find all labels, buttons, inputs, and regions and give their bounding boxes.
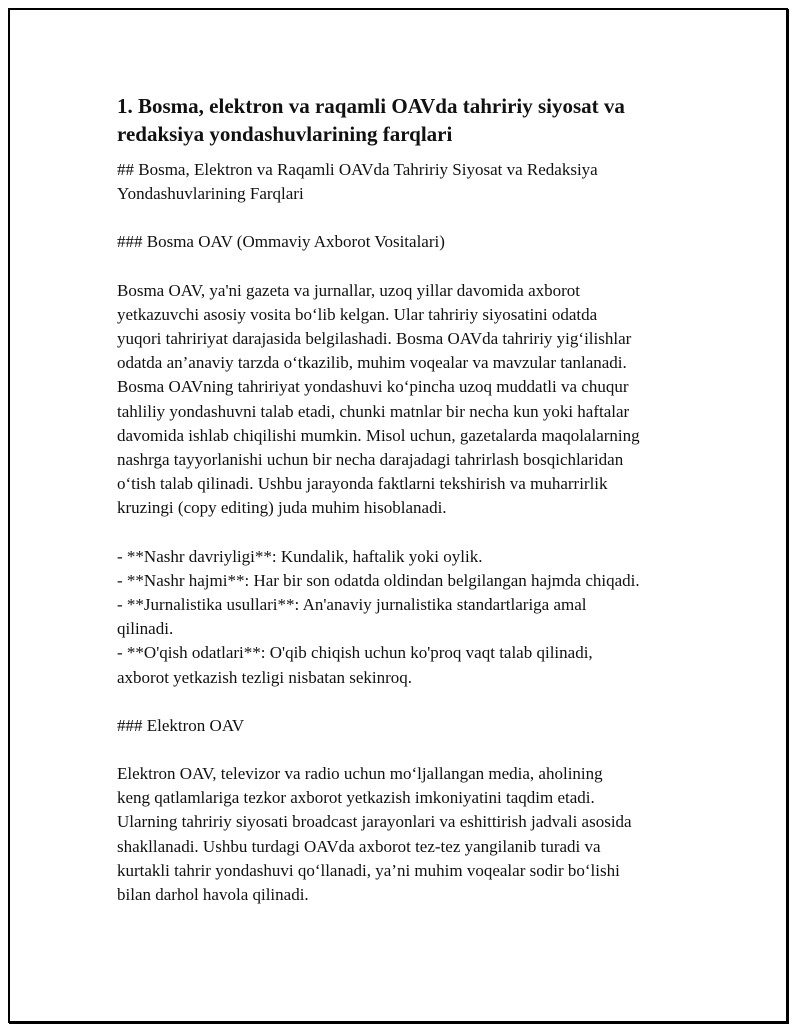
document-body [117,92,687,907]
subtitle-line: Yondashuvlarining Farqlari [117,184,304,204]
section-heading-bosma [117,230,687,254]
paragraph-line: Bosma OAVning tahririyat yondashuvi ko‘pincha uzoq muddatli va chuqur [117,377,629,397]
list-item: - **Jurnalistika usullari**: An'anaviy jurnalistika standartlariga amal [117,595,587,615]
list-item: axborot yetkazish tezligi nisbatan sekinroq. [117,667,413,687]
spacer [117,206,687,230]
document-title [117,92,687,148]
spacer [117,255,687,279]
section-heading-text: ### Bosma OAV (Ommaviy Axborot Vositalari) [117,232,445,252]
section-heading-text: ### Elektron OAV [117,715,245,735]
paragraph-line: o‘tish talab qilinadi. Ushbu jarayonda faktlarni tekshirish va muharrirlik [117,474,608,494]
title-line: 1. Bosma, elektron va raqamli OAVda tahririy siyosat va [117,94,625,118]
paragraph-line: kurtakli tahrir yondashuvi qo‘llanadi, ya’ni muhim voqealar sodir bo‘lishi [117,860,620,880]
paragraph-line: shakllanadi. Ushbu turdagi OAVda axborot tez-tez yangilanib turadi va [117,836,601,856]
paragraph-line: Bosma OAV, ya'ni gazeta va jurnallar, uzoq yillar davomida axborot [117,280,580,300]
paragraph-line: nashrga tayyorlanishi uchun bir necha darajadagi tahrirlash bosqichlaridan [117,450,624,470]
paragraph-line: yuqori tahririyat darajasida belgilashadi. Bosma OAVda tahririy yig‘ilishlar [117,329,632,349]
paragraph-line: Ularning tahririy siyosati broadcast jarayonlari va eshittirish jadvali asosida [117,812,632,832]
spacer [117,690,687,714]
title-line: redaksiya yondashuvlarining farqlari [117,122,453,146]
paragraph-line: kruzingi (copy editing) juda muhim hisoblanadi. [117,498,447,518]
list-item: - **O'qish odatlari**: O'qib chiqish uchun ko'proq vaqt talab qilinadi, [117,643,593,663]
list-item: - **Nashr hajmi**: Har bir son odatda oldindan belgilangan hajmda chiqadi. [117,570,640,590]
subtitle-line: ## Bosma, Elektron va Raqamli OAVda Tahririy Siyosat va Redaksiya [117,160,598,179]
paragraph-elektron [117,762,687,907]
paragraph-line: odatda an’anaviy tarzda o‘tkazilib, muhim voqealar va mavzular tanlanadi. [117,353,627,373]
paragraph-line: Elektron OAV, televizor va radio uchun mo‘ljallangan media, aholining [117,764,603,784]
spacer [117,521,687,545]
document-subtitle [117,158,687,206]
paragraph-line: keng qatlamlariga tezkor axborot yetkazish imkoniyatini taqdim etadi. [117,788,595,808]
bullet-list [117,545,687,690]
section-heading-elektron [117,714,687,738]
list-item: qilinadi. [117,619,174,639]
paragraph-line: yetkazuvchi asosiy vosita bo‘lib kelgan. Ular tahririy siyosatini odatda [117,304,598,324]
paragraph-bosma [117,279,687,521]
list-item: - **Nashr davriyligi**: Kundalik, haftalik yoki oylik. [117,546,483,566]
paragraph-line: davomida ishlab chiqilishi mumkin. Misol uchun, gazetalarda maqolalarning [117,425,640,445]
paragraph-line: tahliliy yondashuvni talab etadi, chunki matnlar bir necha kun yoki haftalar [117,401,630,421]
paragraph-line: bilan darhol havola qilinadi. [117,885,309,905]
spacer [117,738,687,762]
